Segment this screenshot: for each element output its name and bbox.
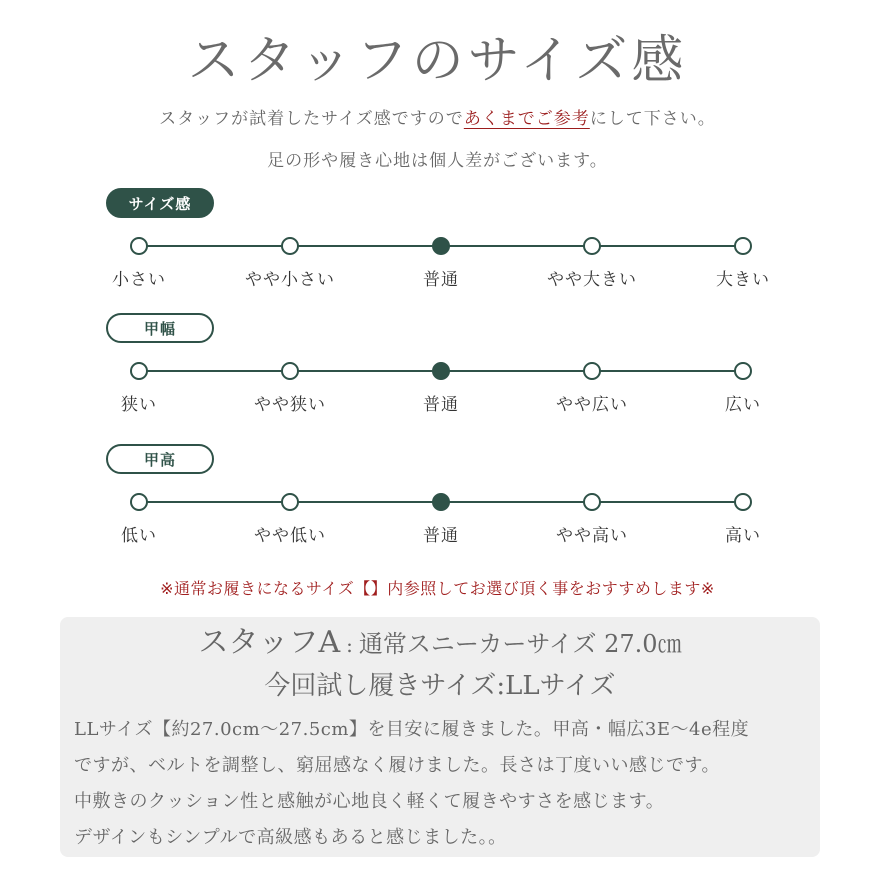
scale-point-selected — [432, 493, 450, 511]
page-title: スタッフのサイズ感 — [187, 31, 688, 91]
scale-point — [583, 493, 601, 511]
scale-label: 大きい — [716, 270, 770, 290]
scale-label: 普通 — [423, 526, 459, 546]
scale-point — [130, 493, 148, 511]
scale-label: やや低い — [254, 526, 326, 546]
intro-line-1-pre: スタッフが試着したサイズ感ですので — [159, 109, 464, 129]
scale-point — [734, 493, 752, 511]
size-note: ※通常お履きになるサイズ【】内参照してお選び頂く事をおすすめします※ — [160, 579, 715, 598]
staff-separator: : — [346, 633, 353, 657]
staff-name: スタッフA — [198, 625, 341, 660]
rating-scale — [0, 444, 875, 564]
scale-badge: 甲高 — [106, 444, 214, 474]
staff-review-panel — [60, 617, 820, 857]
scale-point — [281, 493, 299, 511]
intro-emphasis: あくまでご参考 — [463, 109, 590, 129]
scale-point — [130, 362, 148, 380]
scale-label: やや高い — [556, 526, 628, 546]
scale-point — [583, 362, 601, 380]
scale-point-selected — [432, 237, 450, 255]
rating-scale — [0, 313, 875, 433]
scale-label: やや広い — [556, 395, 628, 415]
intro-line-1-post: にして下さい。 — [589, 109, 716, 129]
scale-point — [583, 237, 601, 255]
scale-label: 小さい — [112, 270, 166, 290]
staff-usual-size-line — [60, 617, 820, 661]
intro-line-2: 足の形や履き心地は個人差がございます。 — [267, 151, 608, 171]
scale-point — [734, 362, 752, 380]
staff-comment-line: デザインもシンプルで高級感もあると感じました。。 — [74, 827, 507, 848]
staff-comment-line: ですが、ベルトを調整し、窮屈感なく履けました。長さは丁度いい感じです。 — [74, 755, 721, 776]
scale-point — [734, 237, 752, 255]
rating-scale — [0, 188, 875, 308]
scale-point — [130, 237, 148, 255]
scale-label: やや狭い — [254, 395, 326, 415]
intro-line-1 — [0, 104, 875, 129]
scale-label: 普通 — [423, 270, 459, 290]
staff-comment-line: 中敷きのクッション性と感触が心地良く軽くて履きやすさを感じます。 — [74, 791, 665, 812]
scale-point-selected — [432, 362, 450, 380]
scale-label: やや大きい — [547, 270, 637, 290]
scale-label: 普通 — [423, 395, 459, 415]
scale-badge: 甲幅 — [106, 313, 214, 343]
staff-comment-line: LLサイズ【約27.0cm～27.5cm】を目安に履きました。甲高・幅広3E～4e程度 — [74, 719, 750, 740]
staff-usual-size: 通常スニーカーサイズ 27.0㎝ — [358, 630, 682, 658]
staff-trial-size: 今回試し履きサイズ:LLサイズ — [264, 671, 616, 701]
scale-point — [281, 237, 299, 255]
scale-label: 広い — [725, 395, 761, 415]
scale-label: 高い — [725, 526, 761, 546]
scale-label: 低い — [121, 526, 157, 546]
scale-badge: サイズ感 — [106, 188, 214, 218]
scale-label: やや小さい — [245, 270, 335, 290]
scale-point — [281, 362, 299, 380]
scale-label: 狭い — [121, 395, 157, 415]
